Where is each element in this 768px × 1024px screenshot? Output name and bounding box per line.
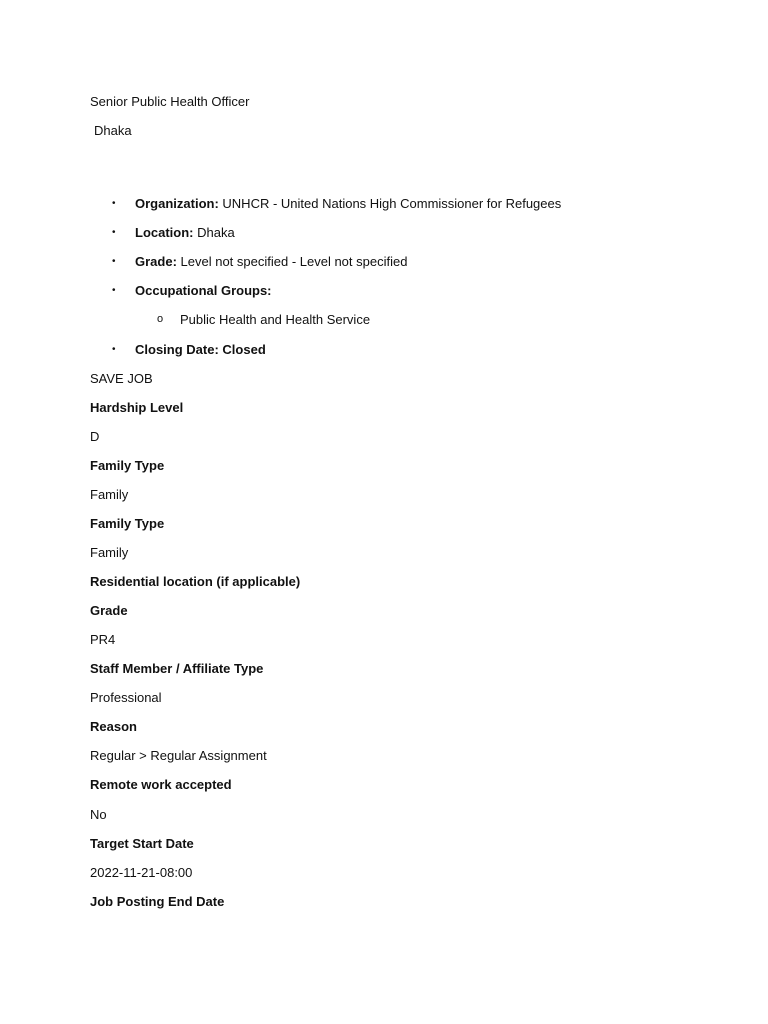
organization-label: Organization: bbox=[135, 196, 219, 211]
location-label: Location: bbox=[135, 225, 194, 240]
list-item-closing-date bbox=[112, 342, 266, 358]
bullet-icon: • bbox=[112, 344, 116, 355]
grade-label: Grade bbox=[90, 603, 128, 618]
save-job-link[interactable]: SAVE JOB bbox=[90, 371, 153, 386]
bullet-icon: • bbox=[112, 227, 116, 238]
grade-value: PR4 bbox=[90, 632, 116, 647]
closing-date-value: Closed bbox=[222, 342, 266, 357]
list-item-location bbox=[112, 225, 235, 241]
list-item-occupational-groups bbox=[112, 283, 272, 299]
target-start-date-value: 2022-11-21-08:00 bbox=[90, 865, 193, 880]
location-value: Dhaka bbox=[197, 225, 235, 240]
occupational-group-value: Public Health and Health Service bbox=[180, 312, 371, 327]
bullet-icon: • bbox=[112, 256, 116, 267]
residential-location-label: Residential location (if applicable) bbox=[90, 574, 301, 589]
sub-list-item-occupational-group bbox=[157, 312, 370, 328]
staff-member-type-label: Staff Member / Affiliate Type bbox=[90, 661, 264, 676]
organization-value: UNHCR - United Nations High Commissioner for Refugees bbox=[222, 196, 562, 211]
family-type-value: Family bbox=[90, 487, 129, 502]
grade-value: Level not specified - Level not specified bbox=[180, 254, 408, 269]
hardship-level-label: Hardship Level bbox=[90, 400, 184, 415]
sub-bullet-icon: o bbox=[157, 313, 164, 325]
family-type-label: Family Type bbox=[90, 458, 165, 473]
job-city: Dhaka bbox=[94, 123, 132, 138]
job-title: Senior Public Health Officer bbox=[90, 94, 250, 109]
closing-date-label: Closing Date: bbox=[135, 342, 219, 357]
job-posting-end-date-label: Job Posting End Date bbox=[90, 894, 225, 909]
family-type-label: Family Type bbox=[90, 516, 165, 531]
occupational-groups-label: Occupational Groups: bbox=[135, 283, 272, 298]
target-start-date-label: Target Start Date bbox=[90, 836, 194, 851]
reason-label: Reason bbox=[90, 719, 137, 734]
hardship-level-value: D bbox=[90, 429, 100, 444]
family-type-value: Family bbox=[90, 545, 129, 560]
grade-label: Grade: bbox=[135, 254, 177, 269]
bullet-icon: • bbox=[112, 285, 116, 296]
reason-value: Regular > Regular Assignment bbox=[90, 748, 267, 763]
staff-member-type-value: Professional bbox=[90, 690, 162, 705]
bullet-icon: • bbox=[112, 198, 116, 209]
remote-work-value: No bbox=[90, 807, 107, 822]
list-item-grade bbox=[112, 254, 407, 270]
list-item-organization bbox=[112, 196, 561, 212]
remote-work-label: Remote work accepted bbox=[90, 777, 232, 792]
